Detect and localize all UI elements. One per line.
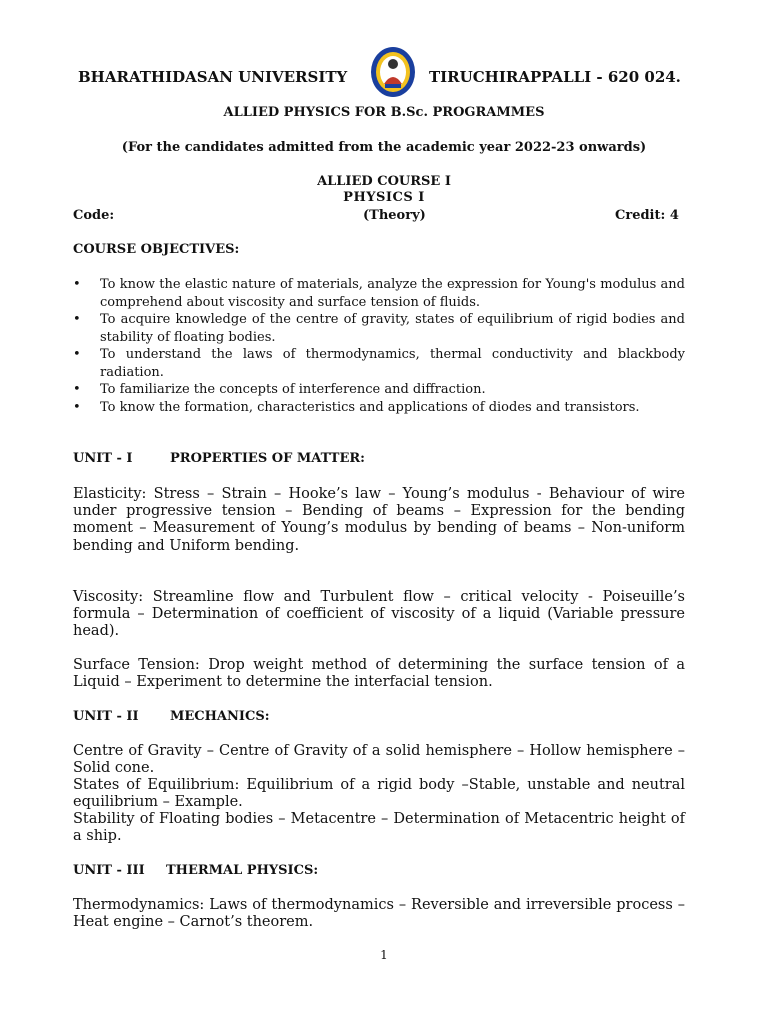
unit3-paragraph-thermodynamics: Thermodynamics: Laws of thermodynamics – Reversible and irreversible process – Heat engine – Carnot’s theorem. [73, 897, 685, 931]
university-location: TIRUCHIRAPPALLI - 620 024. [429, 68, 681, 86]
objective-item: • To understand the laws of thermodynamics, thermal conductivity and blackbody radiation. [73, 346, 685, 381]
unit3-heading [73, 863, 319, 878]
unit1-paragraph-elasticity: Elasticity: Stress – Strain – Hooke’s law – Young’s modulus - Behaviour of wire under progressive tension – Bending of beams – Expression for the bending moment – Measurement of Young’s modulus by bending of beams – Non-uniform bending and Uniform bending. [73, 486, 685, 554]
page-number: 1 [380, 948, 388, 962]
unit1-paragraph-surface-tension: Surface Tension: Drop weight method of determining the surface tension of a Liquid – Experiment to determine the interfacial tension. [73, 657, 685, 691]
objectives-heading: COURSE OBJECTIVES: [73, 242, 240, 257]
unit1-title: PROPERTIES OF MATTER: [170, 451, 365, 466]
unit2-paragraph-floating-bodies: Stability of Floating bodies – Metacentre – Determination of Metacentric height of a ship. [73, 811, 685, 845]
course-type: (Theory) [363, 208, 426, 223]
objectives-list [73, 276, 685, 416]
university-name: BHARATHIDASAN UNIVERSITY [78, 68, 348, 86]
course-label: ALLIED COURSE I [317, 174, 451, 189]
subject-title: PHYSICS I [343, 190, 425, 205]
objective-item: • To familiarize the concepts of interference and diffraction. [73, 381, 685, 399]
unit3-label: UNIT - III [73, 863, 145, 878]
admission-note: (For the candidates admitted from the academic year 2022-23 onwards) [121, 140, 647, 155]
code-label: Code: [73, 208, 115, 223]
objective-item: • To know the elastic nature of materials, analyze the expression for Young's modulus and comprehend about viscosity and surface tension of fluids. [73, 276, 685, 311]
unit1-label: UNIT - I [73, 451, 133, 466]
university-header [78, 66, 690, 96]
unit1-heading [73, 451, 365, 466]
unit2-heading [73, 709, 270, 724]
objective-item: • To acquire knowledge of the centre of gravity, states of equilibrium of rigid bodies and stability of floating bodies. [73, 311, 685, 346]
credit-label: Credit: 4 [615, 208, 679, 223]
objective-item: • To know the formation, characteristics and applications of diodes and transistors. [73, 399, 685, 417]
unit2-paragraph-equilibrium: States of Equilibrium: Equilibrium of a rigid body –Stable, unstable and neutral equilibrium – Example. [73, 777, 685, 811]
unit1-paragraph-viscosity: Viscosity: Streamline flow and Turbulent flow – critical velocity - Poiseuille’s formula – Determination of coefficient of viscosity of a liquid (Variable pressure head). [73, 589, 685, 640]
unit2-paragraph-centre-of-gravity: Centre of Gravity – Centre of Gravity of a solid hemisphere – Hollow hemisphere – Solid cone. [73, 743, 685, 777]
unit2-label: UNIT - II [73, 709, 139, 724]
programme-title: ALLIED PHYSICS FOR B.Sc. PROGRAMMES [223, 105, 545, 120]
university-emblem-icon [370, 46, 416, 98]
unit2-title: MECHANICS: [170, 709, 270, 724]
unit3-title: THERMAL PHYSICS: [166, 863, 319, 878]
